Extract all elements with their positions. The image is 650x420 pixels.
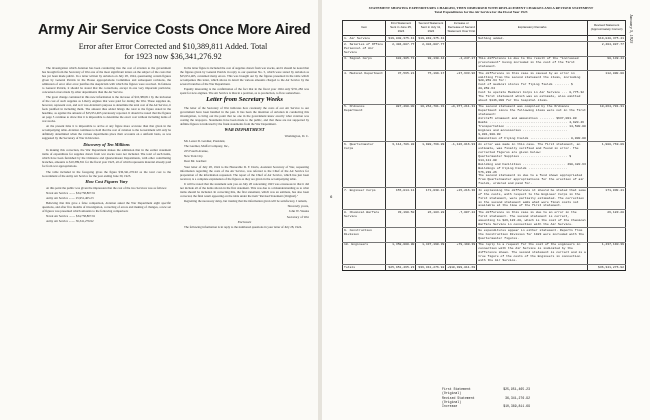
remark-line: Cost to operate Medical Corps in Air Service ... 8,775.32 [478,90,585,95]
letter-heading: WAR DEPARTMENT [224,126,265,132]
cell-revised-statement: 2,404,087.77 [588,42,626,56]
cell-first-statement [386,228,416,242]
column-header: Second Statement Sent in July 11, 1924 [416,21,446,36]
cell-second-statement: $19,848,375.41 [416,35,446,42]
remark-line: The reply to a request for the cost of the engineers in connection with the Air Service is indicated by the difference shown. The second statement is correct and is a true figure of the costs of the Engineers in connection with the Air Service. [478,242,586,263]
cell-second-statement: 171,030.41 [416,188,446,210]
table-row [343,210,626,228]
table-row [343,104,626,142]
cell-first-statement: 37,565.21 [386,70,416,104]
cell-second-statement: 1,437,190.39 [416,242,446,264]
cell-first-statement: 33,190.50 [386,210,416,228]
cell-remarks [477,70,588,104]
paragraph: The letter of the Secretary of War indicates how carelessly the costs of our Air Service to our government have been handled in the past. It has been the intention of Aviation in conducting this investigation, to bring out the point that no one in the government knew exactly what aviation was costing the taxpayers. Statements have been made to the public, and that these are not supported by definite figures is indicated by the frank statements from the War Department. [180,105,309,126]
page-number: 6 [330,196,333,200]
paragraph: In making this correction, the War Department makes the admission that in the earlier statement items of expenditure for supplies drawn from war stocks were not included. The total of such items, which have been furnished by the Ordnance and Quartermaster Departments, with other contributing branches, amounts to $10,389,811 for the fiscal year 1923, all of which represents materiel already paid for from war appropriations. [42,148,171,169]
cell-item: 1. Air Service [343,35,386,42]
table-row [343,142,626,188]
note-line [442,404,530,408]
cell-remarks [477,42,588,56]
letter-address-line: Mr. Lester D. Gardner, President, [184,138,226,143]
figure-line: Naval Air Service ........ $34,758,807.91 [46,214,96,219]
cell-revised-statement: 171,030.41 [588,188,626,210]
cell-revised-statement: 1,988,769.89 [588,142,626,188]
remark-line: This difference is due to the result of the "increased procurement" being included in the cost of the first statement. [478,56,579,69]
cell-revised-statement: 98,138.44 [588,56,626,70]
remark-line: Ammunition of Flying Fields ..................... 8,000.00 [478,135,586,140]
cell-first-statement: 3,114,786.82 [386,142,416,188]
cell-remarks [477,56,588,70]
cell-revised-statement: 112,800.00 [588,70,626,104]
cell-revised-statement: 10,264,701.31 [588,104,626,142]
cell-second-statement [416,228,446,242]
letter-signer: John W. Weeks [288,209,309,214]
cell-remarks [477,210,588,228]
figure-line: Naval Air Service ........ $34,758,807.91 [46,190,96,195]
paragraph: The great change contained in this new information is the increase of $10,389,811 by the inclusion of the cost of such supplies as Liberty engines that were paid for during the War. These supplies do, however, represent cost, and as it was Aviation's purpose to determine the total cost of the Air Service, it feels justified in including them. The amount thus added brings the total to the figure stated in the headline, as against the amount of $25,951,465 previously reported. It should be noted that the figures on page 5 continue to show that it is impossible to determine the exact cost without including items of war stocks. [42,95,171,124]
table-row [343,188,626,210]
cell-difference: +15,216.30 [446,188,477,210]
section-heading-cost-figures: How Cost Figures Vary [85,178,128,184]
cell-second-statement: $36,341,276.92 [416,264,446,271]
cell-revised-statement [588,228,626,242]
cell-second-statement: 10,264,701.31 [416,104,446,142]
note-label: Revised Statement (Original) [442,395,475,404]
letter-address-line: New York City. [184,154,204,159]
cell-difference [446,228,477,242]
letter-closing: Sincerely yours, [287,204,309,209]
footnote: The following information is in reply to the numbered questions in your letter of July 28, 1924. [184,224,302,229]
table-title-line-1: STATEMENT SHOWING EXPENDITURES CHARGED, THEN DISBURSED WITH REPLACEMENT CHARGES AND A REVISED STATEMENT [368,6,594,10]
cell-remarks [477,228,588,242]
letter-address-line: The Gardner, Moffat Company, Inc., [184,143,230,148]
remark-line: Quartermaster Supplies ......................... $ 914,111.00 [478,153,572,162]
letter-paragraph: Your letter of July 28, 1924 to the Honorable D. F. Davis, Assistant Secretary of War, requesting information regarding the costs of the Air Service, was referred to the Chief of the Air Service for preparation of the information requested. The report of the Chief of Air Service, which has just been received, is a complete explanation of the figures as they are given in the accompanying table. [180,164,309,181]
cell-first-statement: 1,358,000.00 [386,242,416,264]
note-value: 36,341,276.92 [505,395,530,400]
table-row [343,56,626,70]
cell-first-statement: $25,951,465.23 [386,264,416,271]
cell-item: 5. Ordnance Department [343,104,386,142]
cell-difference: -1,126,016.93 [446,142,477,188]
cell-second-statement: 98,138.44 [416,56,446,70]
cell-first-statement: 887,490.00 [386,104,416,142]
cell-first-statement: 155,814.11 [386,188,416,210]
table-title [340,6,622,14]
table-title-line-2: Total Expenditures for the Air Service for the Fiscal Year 1923 [434,10,528,15]
section-heading-letter: Letter from Secretary Weeks [206,96,283,104]
remark-line: Bombs .......................................... 4,920.46 [478,120,585,125]
cell-item: 10. Engineers [343,242,386,264]
cell-item: 7. Engineer Corps [343,188,386,210]
remark-line: Building and Facilities ....................... 498,420.63 [478,161,586,166]
table-row [343,42,626,56]
paragraph: Believing that this gave a false comparison, Aviation asked the War Department eight specific questions, and after five months of investigation, correcting of errors and making of changes, a new set of figures was presented which amounts to the following comparison: [42,201,171,214]
article-column-1 [42,66,171,225]
article-subhead [38,42,308,61]
table-row [343,70,626,104]
letter-salutation: Dear Mr. Gardner: [184,159,207,164]
note-value: $10,389,811.69 [503,404,530,409]
remark-line: Transportation ................................. 14,500.00 [478,124,586,129]
remark-line: The second statement was compiled by the Ordnance Department since the following items were not in the first statement: [478,104,586,117]
subhead-line-1: Error after Error Corrected and $10,389,811 Added. Total [78,42,268,51]
cell-remarks [477,188,588,210]
remark-line: Nothing added. [478,35,505,40]
note-label: First Statement (Original) [442,387,471,396]
remark-line: Engines and accessories ........................ 9,001,380.00 [478,127,568,136]
remark-line: In explaining the difference it should be stated that some of the costs, with respect to the Engineer Corps in the first statement, were partially estimated. The correction in the second statement adds what were final costs not available at the time of the first statement. [478,187,586,208]
paragraph: The table included in the foregoing gives the figure $36,341,276.92 as the total cost to the Government of the Army Air Service for the year ending June 30, 1923. [42,169,171,178]
cell-second-statement: 1,988,769.89 [416,142,446,188]
summary-notes [442,387,530,408]
figure-line: Army Air Service ........ 25,951,465.23 [46,195,94,200]
cell-difference: +9,377,211.31 [446,104,477,142]
paragraph: In the latter figure is included the cost of supplies drawn from war stocks, and it should be noted that the figures given by General Patrick in reply to our question No. 5, which were stated by Aviation as $25,951,465, contained many errors. This was brought out by the figures presented in the table which accompanies this letter, which shows in detail the various amounts charged to the Air Service by the several branches of the War Department. [180,66,309,86]
cell-revised-statement: 1,437,190.39 [588,242,626,264]
paragraph: At the present time it is impossible to arrive at any figure more accurate than that given in the accompanying table. Aviation continues to hold that the cost of aviation to the Government will only be definitely determined when the various departments place their accounts on a uniform basis, as was suggested by the Secretary of War in his letter. [42,124,171,141]
right-page [322,0,650,420]
figure-line: Army Air Service ........ 36,341,276.92 [46,219,94,224]
remark-line: Cost of medical stores for flying fields ........ $ 28,858.64 [478,82,573,91]
cell-difference: +79,190.39 [446,242,477,264]
column-header: Item [343,21,386,36]
cell-remarks [477,142,588,188]
cell-revised-statement: $36,341,276.92 [588,264,626,271]
subhead-line-2: for 1923 now $36,341,276.92 [124,51,222,61]
remark-line: Buildings of Flying Fields ..................... 576,238.26 [478,165,568,174]
cell-second-statement: 75,199.17 [416,70,446,104]
cell-item: 4. Medical Department [343,70,386,104]
cell-first-statement: 2,404,087.77 [386,42,416,56]
column-header: Explanatory Remarks [477,21,588,36]
cell-revised-statement: 26,183.28 [588,210,626,228]
cell-difference: -7,007.22 [446,210,477,228]
cell-item: 9. Construction Division [343,228,386,242]
cell-first-statement: 102,385.71 [386,56,416,70]
expenditure-table [342,20,626,271]
paragraph: At this point the public was given the impression that the cost of the two Services was as follows: [46,185,167,190]
cell-difference: +37,633.96 [446,70,477,104]
paragraph: The investigation which Aviation has been conducting into the cost of aviation to the government has brought from the Secretary of War one of the most significant letters on the subject of the costs that has yet been made public. In a letter written by Aviation on July 28, 1924, questioning certain figures given by General Patrick in the House appropriations Committee and subsequent revisions, the admission of error after error justifies the skepticism with which the figures were received. In fairness to General Patrick, it should be stated that the corrections, except in one very important particular, concerned errors made by other departments than the Air Service. [42,66,171,94]
left-page [0,0,318,420]
table-body [343,35,626,271]
enclosure-label: Enclosure [237,219,252,224]
article-column-2 [180,66,309,230]
cell-first-statement: $19,848,375.41 [386,35,416,42]
paragraph: Equally interesting is the confirmation of the fact that in the fiscal year 1924 only $721,282 was spent for new engines. The Air Service is thus in a position, as to production, to flow somewhere. [180,87,309,96]
cell-difference: -4,247.27 [446,56,477,70]
totals-row [343,264,626,271]
running-head: January 5, 1925 [629,14,634,44]
table-header-row [343,21,626,36]
cell-item: Totals [343,264,386,271]
cell-remarks [477,242,588,264]
cell-second-statement: 26,183.28 [416,210,446,228]
remark-line: Aircraft armament and ammunition ........ $637,001.00 [478,116,577,121]
cell-remarks [477,104,588,142]
remark-line: The second statement is due to a fund shown appropriated from Quartermaster appropriations for the erection of air fields, ordered and paid for. [478,173,585,186]
cell-item: 2. Salaries of Office Personnel of Air Service [343,42,386,56]
table-row [343,242,626,264]
column-header: First Statement Sent in June 25, 1924 [386,21,416,36]
cell-second-statement: 2,404,087.77 [416,42,446,56]
remark-line: The difference in this case is caused by an error in omitting from the second statement the items, including $28,858.64 for: [478,70,581,83]
section-heading-discovery: Discovery of Ten Millions [83,141,130,147]
cell-item: 8. Chemical Warfare Service [343,210,386,228]
cell-item: 3. Signal Corps [343,56,386,70]
cell-remarks [477,264,588,271]
column-header: Increase or Decrease of Second Statement Over First [446,21,477,36]
note-label: Increase [442,404,458,409]
letter-signer-title: Secretary of War [286,214,309,219]
article-headline: Army Air Service Costs Once More Aired [38,22,311,38]
note-value: $25,951,465.23 [503,387,530,391]
remark-line: An error was made in this case. The first statement, an estimate, was finally verified and found in error. The corrected figures are given below: [478,142,581,155]
letter-paragraph: It will be noted that the statement sent you on July 28 concerning 1923 was erroneous in that it did not include all of the items shown in the first statement. This was due to a misunderstanding as to what items should be included. In correcting this, the first statement, which was an estimate, has also been corrected, the final result appearing on the table under the item "Revised Statement (Original)." [180,181,309,198]
note-line [442,387,530,396]
letter-location: Washington, D. C. [284,133,309,138]
cell-item: 6. Quartermaster Corps [343,142,386,188]
cell-revised-statement: $19,848,375.41 [588,35,626,42]
letter-address-line: 225 Fourth Avenue, [184,149,209,154]
cell-difference [446,42,477,56]
letter-paragraph: Regretting the necessary delay, but trusting that the information given will be satisfactory, I remain, [184,199,308,204]
table-row [343,228,626,242]
remark-line: The first statement which was an estimate, also omitted about $146,000 for the hospital items. [478,94,581,102]
remark-line: The difference in this case is due to an error in the first statement. The second statement is correct, amounting to $26,183.28, which is the cost of the Chemical Warfare Service in connection with the Air Service. [478,209,586,226]
remark-line: No expenditures appear in either statement. Reports from the Construction Division for 1923 were included with the Quartermaster figures. [478,228,585,240]
cell-difference: +$10,389,811.69 [446,264,477,271]
column-header: Revised Statement (Approximately Correct) [588,21,626,36]
note-line [442,396,530,405]
